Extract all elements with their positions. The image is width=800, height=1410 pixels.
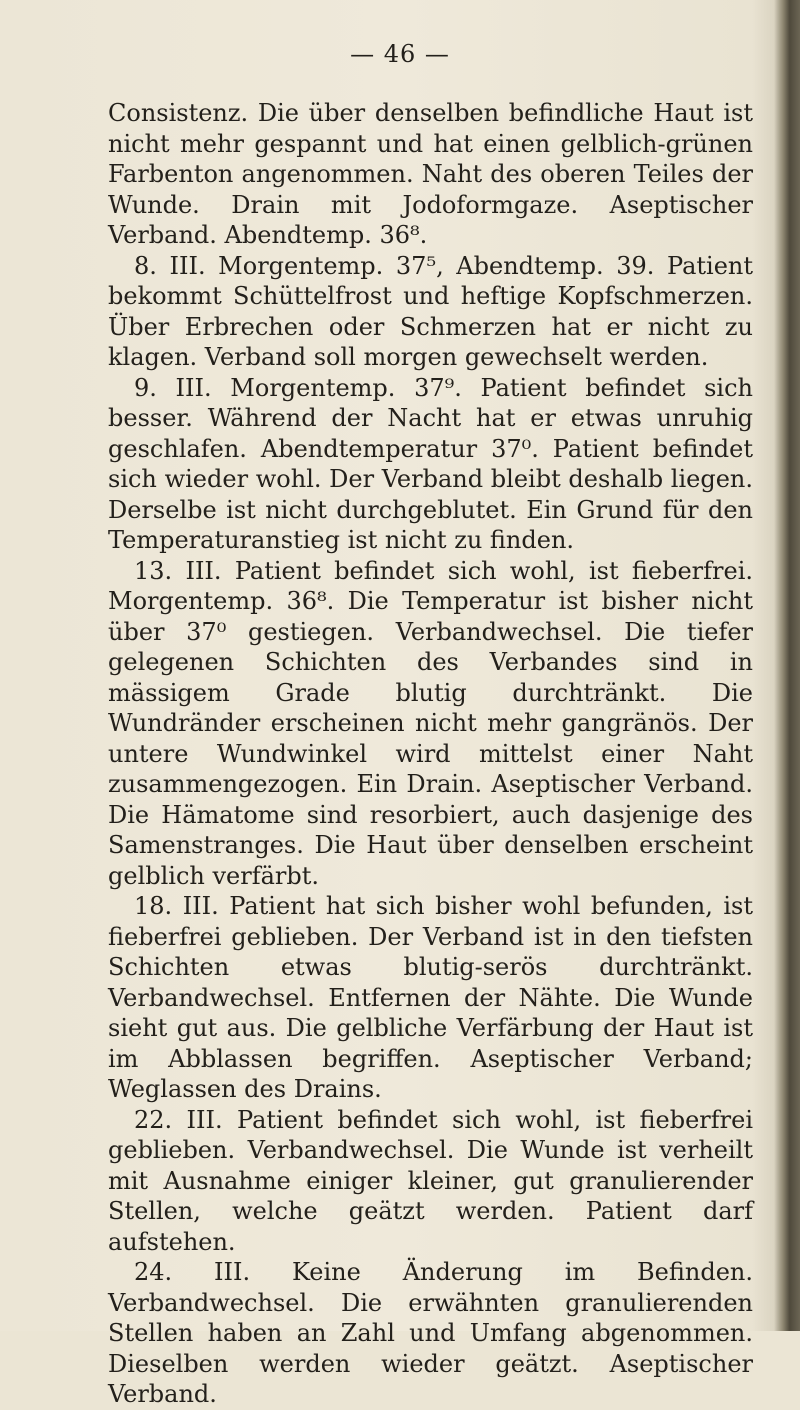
paragraph-9-iii: 9. III. Morgentemp. 37⁹. Patient befindet sich besser. Während der Nacht hat er etwas unruhig geschlafen. Abendtemperatur 37⁰. Patient befindet sich wieder wohl. Der Verband bleibt deshalb liegen. Derselbe ist nicht durchgeblutet. Ein Grund für den Temperaturanstieg ist nicht zu finden.: [108, 373, 753, 554]
paragraph-8-iii: 8. III. Morgentemp. 37⁵, Abendtemp. 39. Patient bekommt Schüttelfrost und heftige Kopfschmerzen. Über Erbrechen oder Schmerzen hat er nicht zu klagen. Verband soll morgen gewechselt werden.: [108, 251, 753, 371]
page-body: [108, 98, 753, 1410]
paragraph-13-iii: 13. III. Patient befindet sich wohl, ist fieberfrei. Morgentemp. 36⁸. Die Temperatur ist bisher nicht über 37⁰ gestiegen. Verbandwechsel. Die tiefer gelegenen Schichten des Verbandes sind in mässigem Grade blutig durchtränkt. Die Wundränder erscheinen nicht mehr gangränös. Der untere Wundwinkel wird mittelst einer Naht zusammengezogen. Ein Drain. Aseptischer Verband. Die Hämatome sind resorbiert, auch dasjenige des Samenstranges. Die Haut über denselben erscheint gelblich verfärbt.: [108, 556, 753, 890]
paragraph-24-iii: 24. III. Keine Änderung im Befinden. Verbandwechsel. Die erwähnten granulierenden Stellen haben an Zahl und Umfang abgenommen. Dieselben werden wieder geätzt. Aseptischer Verband.: [108, 1258, 753, 1408]
page-edge-shadow: [774, 0, 800, 1331]
paragraph-22-iii: 22. III. Patient befindet sich wohl, ist fieberfrei geblieben. Verbandwechsel. Die Wunde ist verheilt mit Ausnahme einiger kleiner, gut granulierender Stellen, welche geätzt werden. Patient darf aufstehen.: [108, 1105, 753, 1256]
page-number-header: — 46 —: [350, 40, 450, 68]
paragraph-consistenz: Consistenz. Die über denselben befindliche Haut ist nicht mehr gespannt und hat einen gelblich-grünen Farbenton angenommen. Naht des oberen Teiles der Wunde. Drain mit Jodoformgaze. Aseptischer Verband. Abendtemp. 36⁸.: [108, 99, 753, 249]
paragraph-18-iii: 18. III. Patient hat sich bisher wohl befunden, ist fieberfrei geblieben. Der Verband ist in den tiefsten Schichten etwas blutig-serös durchtränkt. Verbandwechsel. Entfernen der Nähte. Die Wunde sieht gut aus. Die gelbliche Verfärbung der Haut ist im Abblassen begriffen. Aseptischer Verband; Weglassen des Drains.: [108, 892, 753, 1103]
